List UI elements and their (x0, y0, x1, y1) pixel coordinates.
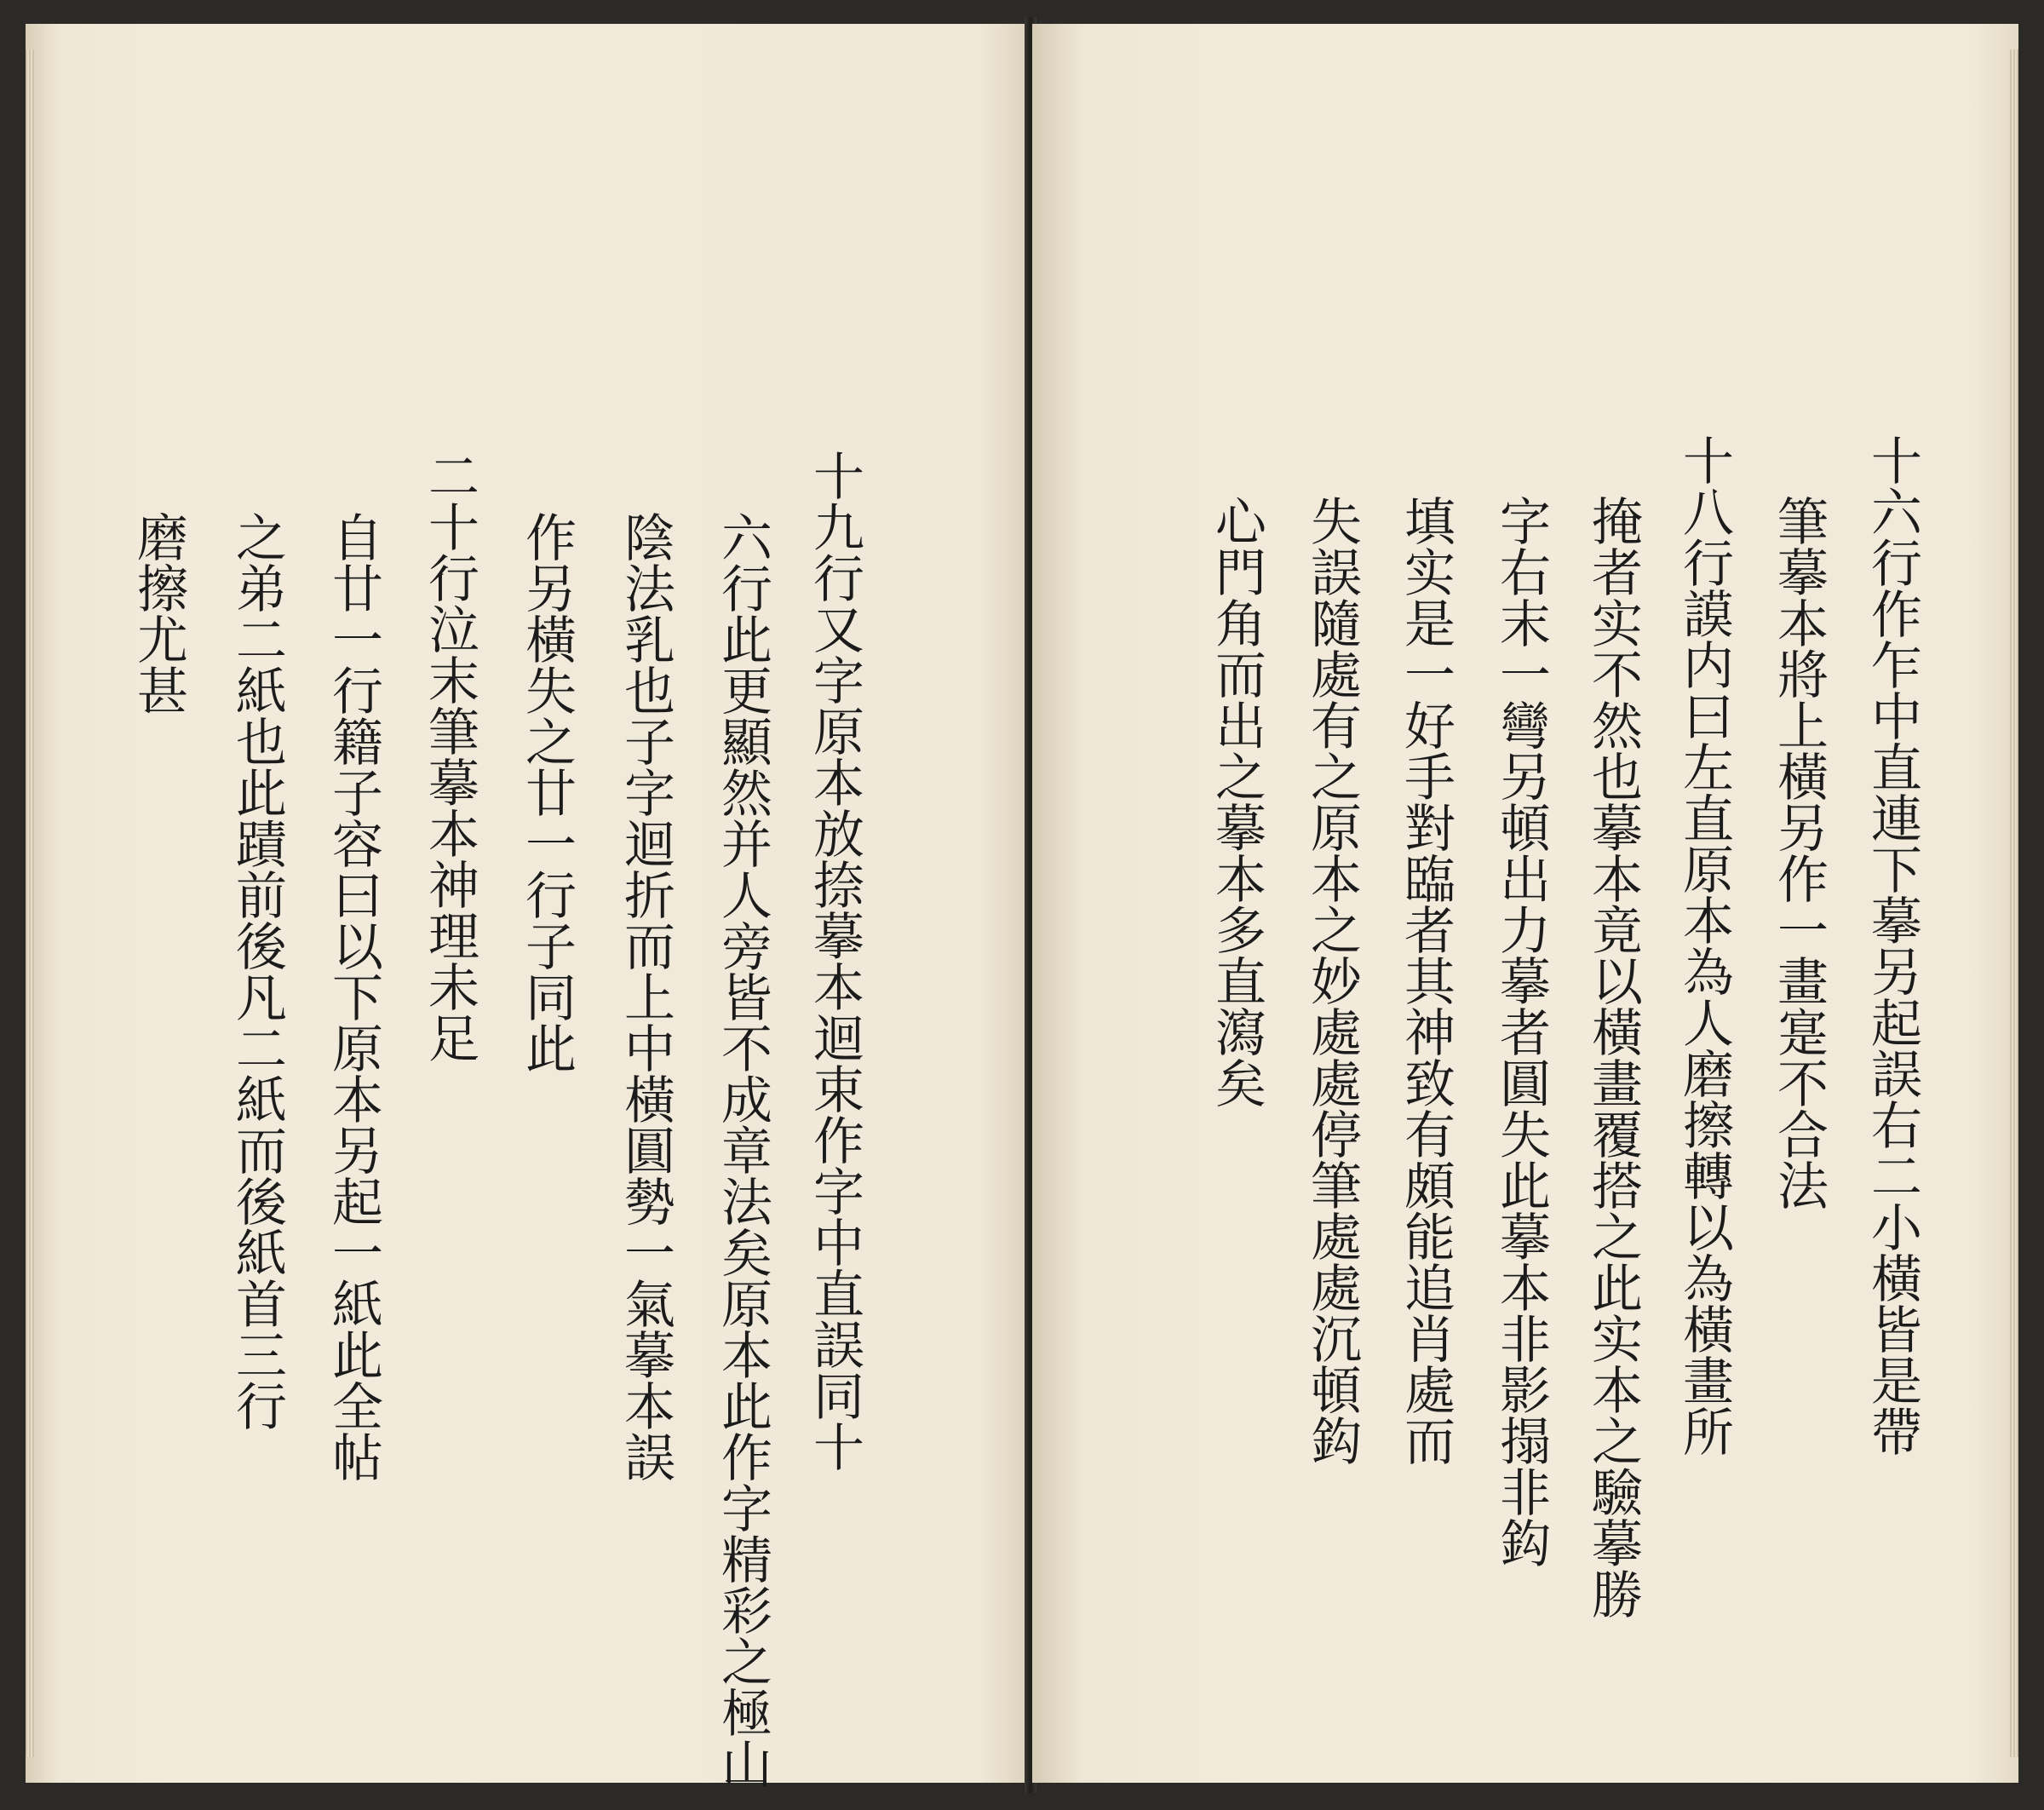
text-column: 作另橫失之廿一行子同此 (517, 511, 577, 1073)
text-column: 自廿一行籍子容曰以下原本另起一紙此全帖 (324, 511, 383, 1482)
text-column: 失誤隨處有之原本之妙處處停筆處處沉頓鈎 (1302, 495, 1362, 1466)
text-column: 十九行又字原本放捺摹本迴束作字中直誤同十 (805, 450, 864, 1472)
page-edge (2010, 49, 2018, 1757)
text-column: 二十行泣末筆摹本神理未足 (420, 450, 479, 1063)
page-edge (26, 49, 34, 1757)
text-column: 磨擦尤甚 (129, 511, 188, 715)
text-column: 心門角而出之摹本多直瀉矣 (1207, 495, 1266, 1108)
text-column: 十六行作乍中直連下摹另起誤右二小橫皆是帶 (1863, 434, 1922, 1457)
text-column: 之弟二紙也此蹟前後凡二紙而後紙首三行 (227, 511, 287, 1431)
text-column: 字右末一彎另頓出力摹者圓失此摹本非影搨非鈎 (1491, 495, 1551, 1568)
text-column: 筆摹本將上橫另作一畫寔不合法 (1769, 495, 1829, 1210)
text-column: 十八行謨内曰左直原本為人磨擦轉以為橫畫所 (1674, 434, 1734, 1457)
left-page (26, 24, 1031, 1789)
text-column: 六行此更顯然并人旁皆不成章法矣原本此作字精彩之極山 (713, 511, 772, 1789)
right-page (1032, 24, 2018, 1783)
text-column: 掩者实不然也摹本竟以橫畫覆搭之此实本之驗摹勝 (1583, 495, 1643, 1619)
text-column: 填实是一好手對臨者其神致有頗能追肖處而 (1396, 495, 1455, 1466)
text-column: 陰法乳也子字迴折而上中橫圓勢一氣摹本誤 (616, 511, 675, 1482)
